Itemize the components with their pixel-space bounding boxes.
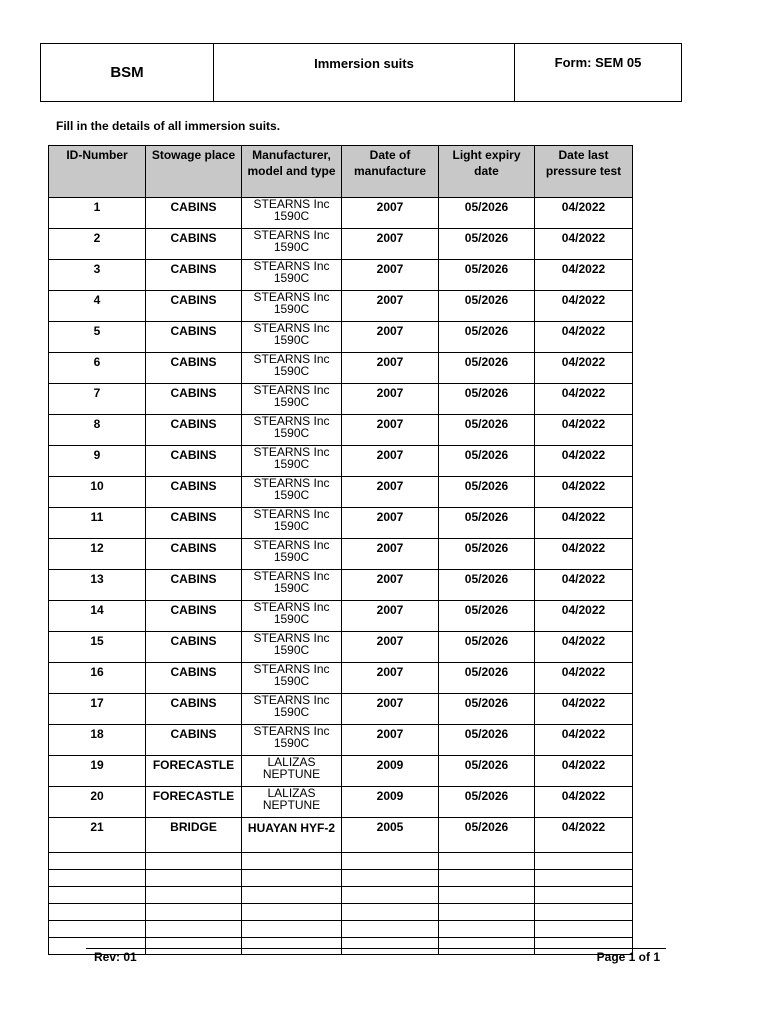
- cell-manufacturer: STEARNS Inc 1590C: [242, 322, 342, 353]
- cell-light-expiry: 05/2026: [439, 508, 535, 539]
- table-row: [49, 632, 633, 663]
- cell-manufacturer: STEARNS Inc 1590C: [242, 260, 342, 291]
- cell-stowage: CABINS: [146, 570, 242, 601]
- cell-manufacturer: STEARNS Inc 1590C: [242, 570, 342, 601]
- cell-stowage: CABINS: [146, 601, 242, 632]
- cell-stowage: CABINS: [146, 539, 242, 570]
- empty-row: [49, 853, 633, 870]
- cell-pressure-test: 04/2022: [535, 694, 633, 725]
- cell-light-expiry: 05/2026: [439, 415, 535, 446]
- cell-stowage: CABINS: [146, 198, 242, 229]
- cell-light-expiry: 05/2026: [439, 260, 535, 291]
- cell-manufacturer: STEARNS Inc 1590C: [242, 539, 342, 570]
- cell-pressure-test: 04/2022: [535, 322, 633, 353]
- cell-date-manufacture: 2007: [342, 198, 439, 229]
- empty-cell[interactable]: [49, 904, 146, 921]
- empty-cell[interactable]: [535, 887, 633, 904]
- empty-row: [49, 904, 633, 921]
- cell-id: 4: [49, 291, 146, 322]
- cell-light-expiry: 05/2026: [439, 787, 535, 818]
- revision: Rev: 01: [94, 950, 137, 964]
- table-row: [49, 570, 633, 601]
- cell-light-expiry: 05/2026: [439, 353, 535, 384]
- cell-manufacturer: STEARNS Inc 1590C: [242, 384, 342, 415]
- form-header: [40, 43, 682, 102]
- cell-light-expiry: 05/2026: [439, 632, 535, 663]
- cell-manufacturer: STEARNS Inc 1590C: [242, 291, 342, 322]
- col-header-date-manufacture: Date of manufacture: [342, 146, 439, 198]
- cell-light-expiry: 05/2026: [439, 694, 535, 725]
- company-name: BSM: [41, 44, 214, 101]
- cell-pressure-test: 04/2022: [535, 229, 633, 260]
- col-header-pressure-test: Date last pressure test: [535, 146, 633, 198]
- cell-light-expiry: 05/2026: [439, 477, 535, 508]
- cell-id: 1: [49, 198, 146, 229]
- cell-manufacturer: LALIZAS NEPTUNE: [242, 756, 342, 787]
- table-row: [49, 725, 633, 756]
- cell-date-manufacture: 2007: [342, 725, 439, 756]
- cell-pressure-test: 04/2022: [535, 632, 633, 663]
- cell-pressure-test: 04/2022: [535, 663, 633, 694]
- form-number: Form: SEM 05: [554, 55, 642, 70]
- form-title: Immersion suits: [214, 44, 515, 101]
- col-header-stowage: Stowage place: [146, 146, 242, 198]
- cell-stowage: FORECASTLE: [146, 756, 242, 787]
- cell-pressure-test: 04/2022: [535, 353, 633, 384]
- cell-manufacturer: STEARNS Inc 1590C: [242, 694, 342, 725]
- table-row: [49, 787, 633, 818]
- cell-id: 6: [49, 353, 146, 384]
- cell-stowage: CABINS: [146, 508, 242, 539]
- col-header-id: ID-Number: [49, 146, 146, 198]
- empty-cell[interactable]: [242, 921, 342, 938]
- cell-id: 11: [49, 508, 146, 539]
- cell-manufacturer: STEARNS Inc 1590C: [242, 353, 342, 384]
- empty-cell[interactable]: [49, 887, 146, 904]
- cell-light-expiry: 05/2026: [439, 818, 535, 853]
- footer-divider: [86, 948, 666, 949]
- cell-id: 12: [49, 539, 146, 570]
- cell-pressure-test: 04/2022: [535, 570, 633, 601]
- empty-cell[interactable]: [342, 853, 439, 870]
- cell-manufacturer: HUAYAN HYF-2: [242, 818, 342, 853]
- cell-manufacturer: STEARNS Inc 1590C: [242, 508, 342, 539]
- cell-manufacturer: STEARNS Inc 1590C: [242, 632, 342, 663]
- empty-cell[interactable]: [146, 921, 242, 938]
- empty-cell[interactable]: [535, 870, 633, 887]
- cell-manufacturer: STEARNS Inc 1590C: [242, 229, 342, 260]
- cell-light-expiry: 05/2026: [439, 725, 535, 756]
- empty-cell[interactable]: [146, 938, 242, 955]
- empty-cell[interactable]: [342, 870, 439, 887]
- cell-manufacturer: STEARNS Inc 1590C: [242, 601, 342, 632]
- cell-date-manufacture: 2007: [342, 384, 439, 415]
- empty-cell[interactable]: [49, 853, 146, 870]
- table-row: [49, 198, 633, 229]
- col-header-light-expiry: Light expiry date: [439, 146, 535, 198]
- cell-id: 17: [49, 694, 146, 725]
- cell-id: 16: [49, 663, 146, 694]
- empty-cell[interactable]: [49, 921, 146, 938]
- cell-manufacturer: LALIZAS NEPTUNE: [242, 787, 342, 818]
- empty-cell[interactable]: [146, 887, 242, 904]
- table-row: [49, 322, 633, 353]
- table-row: [49, 756, 633, 787]
- cell-date-manufacture: 2007: [342, 260, 439, 291]
- cell-pressure-test: 04/2022: [535, 198, 633, 229]
- cell-stowage: CABINS: [146, 322, 242, 353]
- cell-id: 7: [49, 384, 146, 415]
- cell-id: 9: [49, 446, 146, 477]
- cell-manufacturer: STEARNS Inc 1590C: [242, 198, 342, 229]
- cell-manufacturer: STEARNS Inc 1590C: [242, 446, 342, 477]
- cell-date-manufacture: 2007: [342, 508, 439, 539]
- cell-id: 20: [49, 787, 146, 818]
- cell-date-manufacture: 2007: [342, 539, 439, 570]
- table-row: [49, 446, 633, 477]
- empty-cell[interactable]: [146, 870, 242, 887]
- table-row: [49, 353, 633, 384]
- cell-pressure-test: 04/2022: [535, 601, 633, 632]
- cell-date-manufacture: 2007: [342, 570, 439, 601]
- cell-date-manufacture: 2007: [342, 663, 439, 694]
- cell-pressure-test: 04/2022: [535, 818, 633, 853]
- empty-cell[interactable]: [342, 938, 439, 955]
- cell-light-expiry: 05/2026: [439, 198, 535, 229]
- cell-date-manufacture: 2007: [342, 477, 439, 508]
- cell-light-expiry: 05/2026: [439, 570, 535, 601]
- empty-cell[interactable]: [342, 921, 439, 938]
- table-row: [49, 384, 633, 415]
- cell-stowage: CABINS: [146, 260, 242, 291]
- cell-pressure-test: 04/2022: [535, 539, 633, 570]
- cell-stowage: CABINS: [146, 725, 242, 756]
- cell-pressure-test: 04/2022: [535, 477, 633, 508]
- cell-date-manufacture: 2007: [342, 415, 439, 446]
- empty-cell[interactable]: [146, 904, 242, 921]
- cell-id: 5: [49, 322, 146, 353]
- cell-light-expiry: 05/2026: [439, 291, 535, 322]
- cell-date-manufacture: 2007: [342, 229, 439, 260]
- cell-light-expiry: 05/2026: [439, 322, 535, 353]
- empty-row: [49, 887, 633, 904]
- empty-cell[interactable]: [439, 853, 535, 870]
- cell-pressure-test: 04/2022: [535, 508, 633, 539]
- cell-light-expiry: 05/2026: [439, 384, 535, 415]
- cell-pressure-test: 04/2022: [535, 725, 633, 756]
- cell-id: 18: [49, 725, 146, 756]
- instructions: Fill in the details of all immersion suits.: [56, 119, 281, 133]
- empty-cell[interactable]: [242, 887, 342, 904]
- cell-stowage: CABINS: [146, 229, 242, 260]
- empty-cell[interactable]: [242, 938, 342, 955]
- cell-date-manufacture: 2007: [342, 446, 439, 477]
- cell-manufacturer: STEARNS Inc 1590C: [242, 663, 342, 694]
- cell-manufacturer: STEARNS Inc 1590C: [242, 725, 342, 756]
- cell-manufacturer: STEARNS Inc 1590C: [242, 477, 342, 508]
- cell-stowage: CABINS: [146, 353, 242, 384]
- empty-cell[interactable]: [242, 904, 342, 921]
- cell-date-manufacture: 2007: [342, 601, 439, 632]
- cell-pressure-test: 04/2022: [535, 291, 633, 322]
- table-row: [49, 663, 633, 694]
- empty-cell[interactable]: [439, 904, 535, 921]
- cell-stowage: CABINS: [146, 632, 242, 663]
- table-row: [49, 477, 633, 508]
- cell-date-manufacture: 2007: [342, 353, 439, 384]
- table-row: [49, 694, 633, 725]
- cell-date-manufacture: 2007: [342, 632, 439, 663]
- cell-manufacturer: STEARNS Inc 1590C: [242, 415, 342, 446]
- table-row: [49, 539, 633, 570]
- empty-row: [49, 921, 633, 938]
- table-row: [49, 260, 633, 291]
- table-row: [49, 415, 633, 446]
- cell-date-manufacture: 2007: [342, 291, 439, 322]
- page-number: Page 1 of 1: [596, 950, 660, 964]
- immersion-suits-table: [48, 145, 633, 955]
- table-row: [49, 508, 633, 539]
- cell-id: 14: [49, 601, 146, 632]
- empty-cell[interactable]: [535, 904, 633, 921]
- table-body: [49, 198, 633, 853]
- cell-id: 13: [49, 570, 146, 601]
- cell-stowage: BRIDGE: [146, 818, 242, 853]
- table-row: [49, 229, 633, 260]
- cell-pressure-test: 04/2022: [535, 384, 633, 415]
- cell-id: 15: [49, 632, 146, 663]
- empty-cell[interactable]: [439, 887, 535, 904]
- cell-id: 2: [49, 229, 146, 260]
- cell-light-expiry: 05/2026: [439, 539, 535, 570]
- cell-stowage: FORECASTLE: [146, 787, 242, 818]
- cell-date-manufacture: 2009: [342, 787, 439, 818]
- cell-pressure-test: 04/2022: [535, 415, 633, 446]
- cell-stowage: CABINS: [146, 384, 242, 415]
- empty-cell[interactable]: [439, 870, 535, 887]
- cell-id: 19: [49, 756, 146, 787]
- cell-stowage: CABINS: [146, 663, 242, 694]
- cell-id: 21: [49, 818, 146, 853]
- cell-pressure-test: 04/2022: [535, 260, 633, 291]
- cell-date-manufacture: 2009: [342, 756, 439, 787]
- table-row: [49, 291, 633, 322]
- empty-row: [49, 870, 633, 887]
- cell-stowage: CABINS: [146, 446, 242, 477]
- cell-date-manufacture: 2007: [342, 694, 439, 725]
- cell-date-manufacture: 2005: [342, 818, 439, 853]
- cell-stowage: CABINS: [146, 415, 242, 446]
- empty-cell[interactable]: [146, 853, 242, 870]
- blank-rows: [49, 853, 633, 955]
- cell-light-expiry: 05/2026: [439, 229, 535, 260]
- cell-pressure-test: 04/2022: [535, 446, 633, 477]
- table-row: [49, 818, 633, 853]
- table-row: [49, 601, 633, 632]
- table-header-row: [49, 146, 633, 198]
- cell-light-expiry: 05/2026: [439, 756, 535, 787]
- cell-light-expiry: 05/2026: [439, 446, 535, 477]
- empty-cell[interactable]: [439, 938, 535, 955]
- cell-stowage: CABINS: [146, 477, 242, 508]
- empty-cell[interactable]: [242, 853, 342, 870]
- empty-cell[interactable]: [49, 870, 146, 887]
- empty-cell[interactable]: [535, 921, 633, 938]
- cell-light-expiry: 05/2026: [439, 663, 535, 694]
- cell-pressure-test: 04/2022: [535, 787, 633, 818]
- cell-id: 3: [49, 260, 146, 291]
- col-header-manufacturer: Manufacturer, model and type: [242, 146, 342, 198]
- empty-cell[interactable]: [342, 887, 439, 904]
- empty-cell[interactable]: [242, 870, 342, 887]
- cell-id: 8: [49, 415, 146, 446]
- cell-id: 10: [49, 477, 146, 508]
- cell-pressure-test: 04/2022: [535, 756, 633, 787]
- cell-stowage: CABINS: [146, 694, 242, 725]
- empty-cell[interactable]: [535, 853, 633, 870]
- cell-date-manufacture: 2007: [342, 322, 439, 353]
- cell-stowage: CABINS: [146, 291, 242, 322]
- empty-cell[interactable]: [439, 921, 535, 938]
- empty-cell[interactable]: [342, 904, 439, 921]
- cell-light-expiry: 05/2026: [439, 601, 535, 632]
